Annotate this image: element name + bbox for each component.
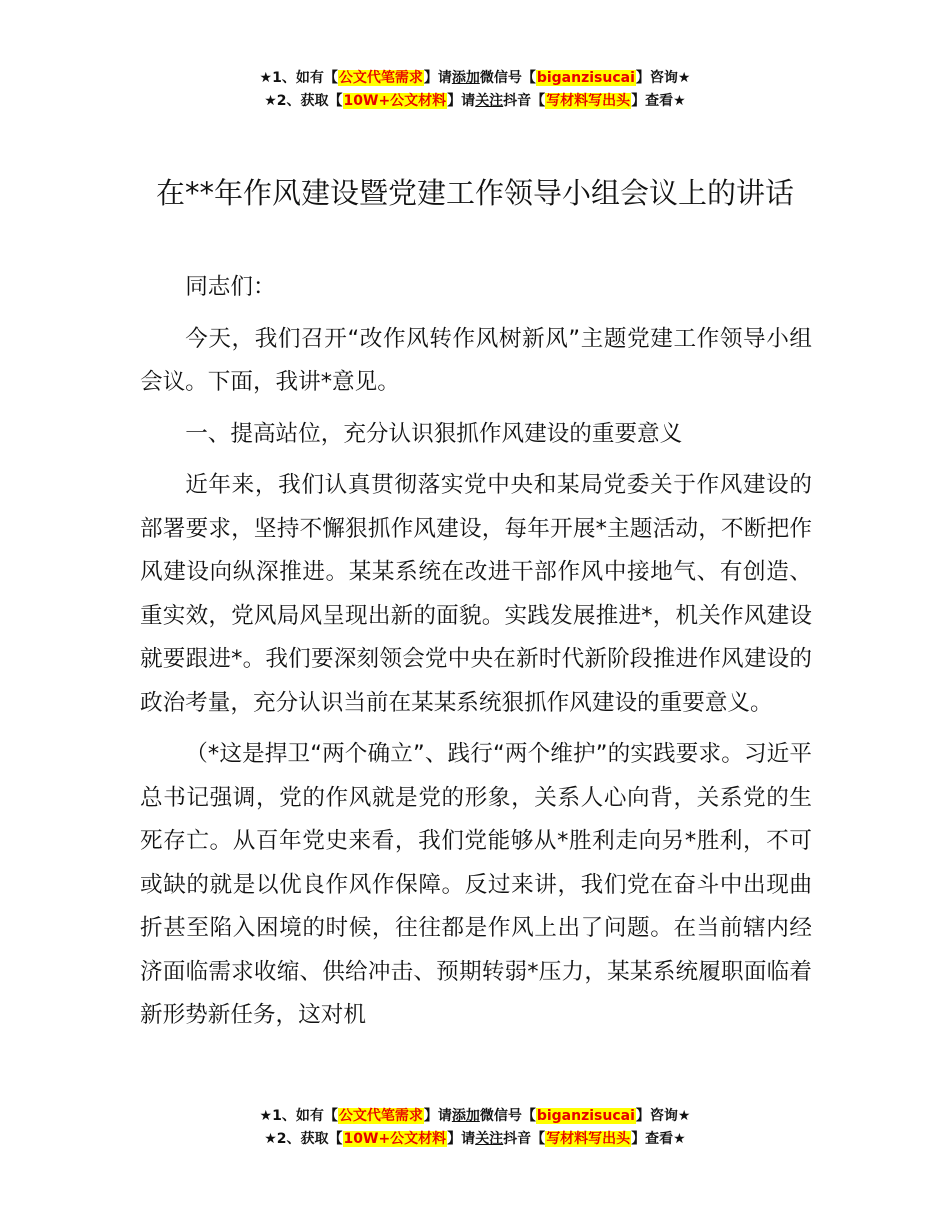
banner-text: ★1、如有【 <box>259 1108 338 1124</box>
highlight-text: biganzisucai <box>536 1108 635 1124</box>
underlined-text: 添加 <box>451 70 480 86</box>
banner-text: 】查看★ <box>631 93 686 109</box>
banner-line-2 <box>0 1128 950 1151</box>
highlight-text: biganzisucai <box>536 70 635 86</box>
banner-text: 】请 <box>423 70 452 86</box>
underlined-text: 关注 <box>475 1131 504 1147</box>
highlight-text: 10W+公文材料 <box>343 1131 447 1147</box>
underlined-text: 添加 <box>451 1108 480 1124</box>
highlight-text: 写材料写出头 <box>546 1131 631 1147</box>
banner-text: 微信号【 <box>479 1108 536 1124</box>
paragraph-body: 近年来，我们认真贯彻落实党中央和某局党委关于作风建设的部署要求，坚持不懈狠抓作风建设，每年开展*主题活动，不断把作风建设向纵深推进。某某系统在改进干部作风中接地气、有创造、重实效，党风局风呈现出新的面貌。实践发展推进*，机关作风建设就要跟进*。我们要深刻领会党中央在新时代新阶段推进作风建设的政治考量，充分认识当前在某某系统狠抓作风建设的重要意义。 <box>140 472 812 716</box>
banner-text: 抖音【 <box>503 1131 546 1147</box>
banner-line-1 <box>0 67 950 90</box>
document-body <box>140 266 812 1046</box>
footer-banner <box>0 1105 950 1151</box>
banner-text: ★2、获取【 <box>264 93 343 109</box>
paragraph-salutation: 同志们： <box>185 274 276 300</box>
document-title: 在**年作风建设暨党建工作领导小组会议上的讲话 <box>155 176 794 210</box>
paragraph-body: （*这是捍卫“两个确立”、践行“两个维护”的实践要求。习近平总书记强调，党的作风就是党的形象，关系人心向背，关系党的生死存亡。从百年党史来看，我们党能够从*胜利走向另*胜利，不可或缺的就是以优良作风作保障。反过来讲，我们党在奋斗中出现曲折甚至陷入困境的时候，往往都是作风上出了问题。在当前辖内经济面临需求收缩、供给冲击、预期转弱*压力，某某系统履职面临着新形势新任务，这对机 <box>140 741 812 1028</box>
banner-text: 】咨询★ <box>635 70 691 86</box>
banner-text: 微信号【 <box>479 70 536 86</box>
highlight-text: 公文代笔需求 <box>338 70 423 86</box>
underlined-text: 关注 <box>475 93 504 109</box>
paragraph-intro: 今天，我们召开“改作风转作风树新风”主题党建工作领导小组会议。下面，我讲*意见。 <box>140 325 812 395</box>
banner-text: 】咨询★ <box>635 1108 691 1124</box>
banner-line-1 <box>0 1105 950 1128</box>
header-banner <box>0 67 950 113</box>
highlight-text: 公文代笔需求 <box>338 1108 423 1124</box>
highlight-text: 10W+公文材料 <box>343 93 447 109</box>
banner-text: 】请 <box>447 93 476 109</box>
banner-text: 】请 <box>423 1108 452 1124</box>
banner-text: 】请 <box>447 1131 476 1147</box>
banner-line-2 <box>0 90 950 113</box>
banner-text: 抖音【 <box>503 93 546 109</box>
section-heading: 一、提高站位，充分认识狠抓作风建设的重要意义 <box>185 420 683 447</box>
banner-text: 】查看★ <box>631 1131 686 1147</box>
banner-text: ★2、获取【 <box>264 1131 343 1147</box>
banner-text: ★1、如有【 <box>259 70 338 86</box>
highlight-text: 写材料写出头 <box>546 93 631 109</box>
